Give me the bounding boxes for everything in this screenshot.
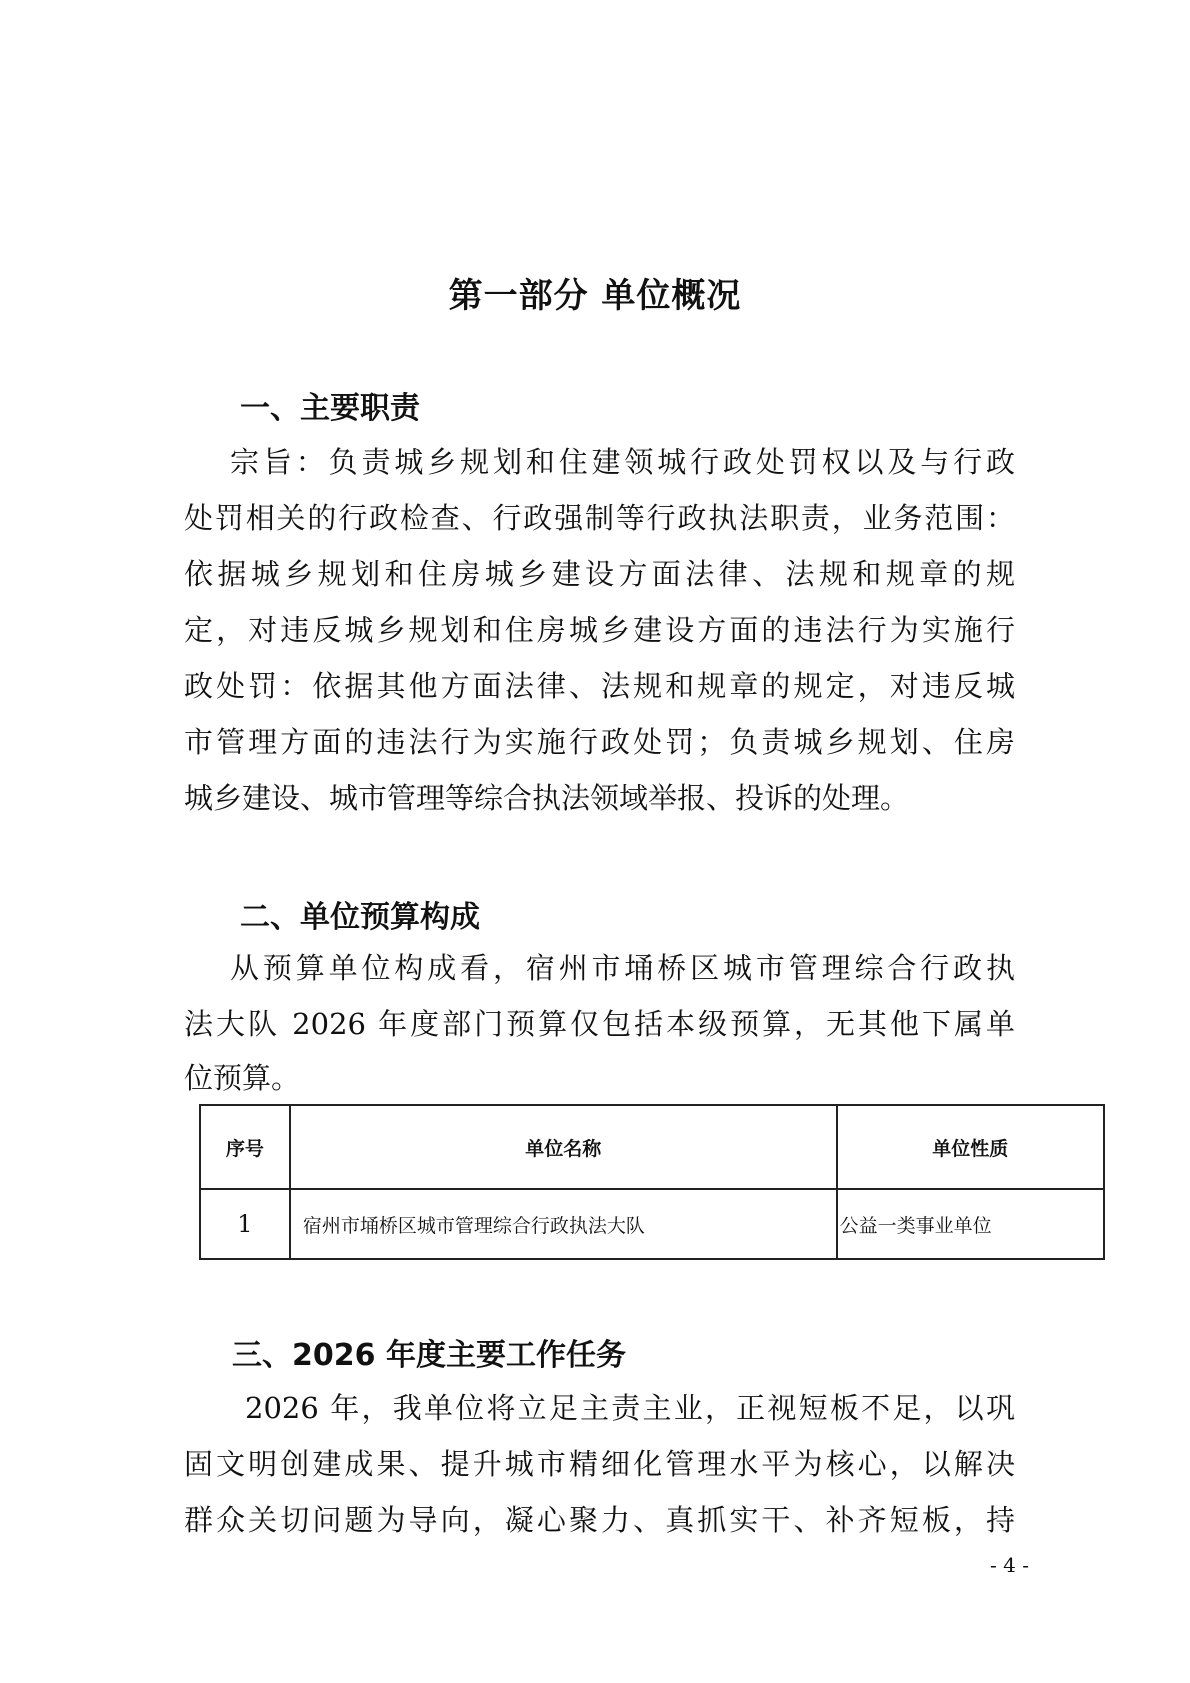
paragraph-line: 依据城乡规划和住房城乡建设方面法律、法规和规章的规 [184, 557, 1015, 591]
paragraph-line: 群众关切问题为导向，凝心聚力、真抓实干、补齐短板，持 [184, 1503, 1015, 1537]
table-row [200, 1189, 1104, 1259]
paragraph-line: 2026 年，我单位将立足主责主业，正视短板不足，以巩 [245, 1391, 1015, 1425]
paragraph-line: 固文明创建成果、提升城市精细化管理水平为核心，以解决 [184, 1447, 1015, 1481]
paragraph-line: 宗旨：负责城乡规划和住建领城行政处罚权以及与行政 [230, 445, 1015, 479]
paragraph-line: 城乡建设、城市管理等综合执法领域举报、投诉的处理。 [184, 781, 910, 815]
paragraph-line: 从预算单位构成看，宿州市埇桥区城市管理综合行政执 [230, 951, 1015, 985]
cell-unit-name: 宿州市埇桥区城市管理综合行政执法大队 [290, 1189, 837, 1259]
paragraph-line: 处罚相关的行政检查、行政强制等行政执法职责，业务范围： [184, 501, 1015, 535]
paragraph-line: 市管理方面的违法行为实施行政处罚；负责城乡规划、住房 [184, 725, 1015, 759]
cell-unit-type: 公益一类事业单位 [837, 1189, 1104, 1259]
section-heading-budget: 二、单位预算构成 [240, 900, 480, 935]
paragraph-line: 定，对违反城乡规划和住房城乡建设方面的违法行为实施行 [184, 613, 1015, 647]
paragraph-line: 政处罚：依据其他方面法律、法规和规章的规定，对违反城 [184, 669, 1015, 703]
paragraph-line: 位预算。 [184, 1061, 301, 1095]
header-unit-type: 单位性质 [837, 1105, 1104, 1189]
cell-index: 1 [200, 1189, 290, 1259]
paragraph-line: 法大队 2026 年度部门预算仅包括本级预算，无其他下属单 [184, 1007, 1015, 1041]
page-number: - 4 - [990, 1553, 1029, 1577]
unit-table [199, 1104, 1105, 1260]
page-title: 第一部分 单位概况 [448, 276, 742, 316]
header-index: 序号 [200, 1105, 290, 1189]
table-header-row [200, 1105, 1104, 1189]
section-heading-tasks: 三、2026 年度主要工作任务 [232, 1338, 626, 1373]
section-heading-duties: 一、主要职责 [240, 391, 420, 426]
header-unit-name: 单位名称 [290, 1105, 837, 1189]
